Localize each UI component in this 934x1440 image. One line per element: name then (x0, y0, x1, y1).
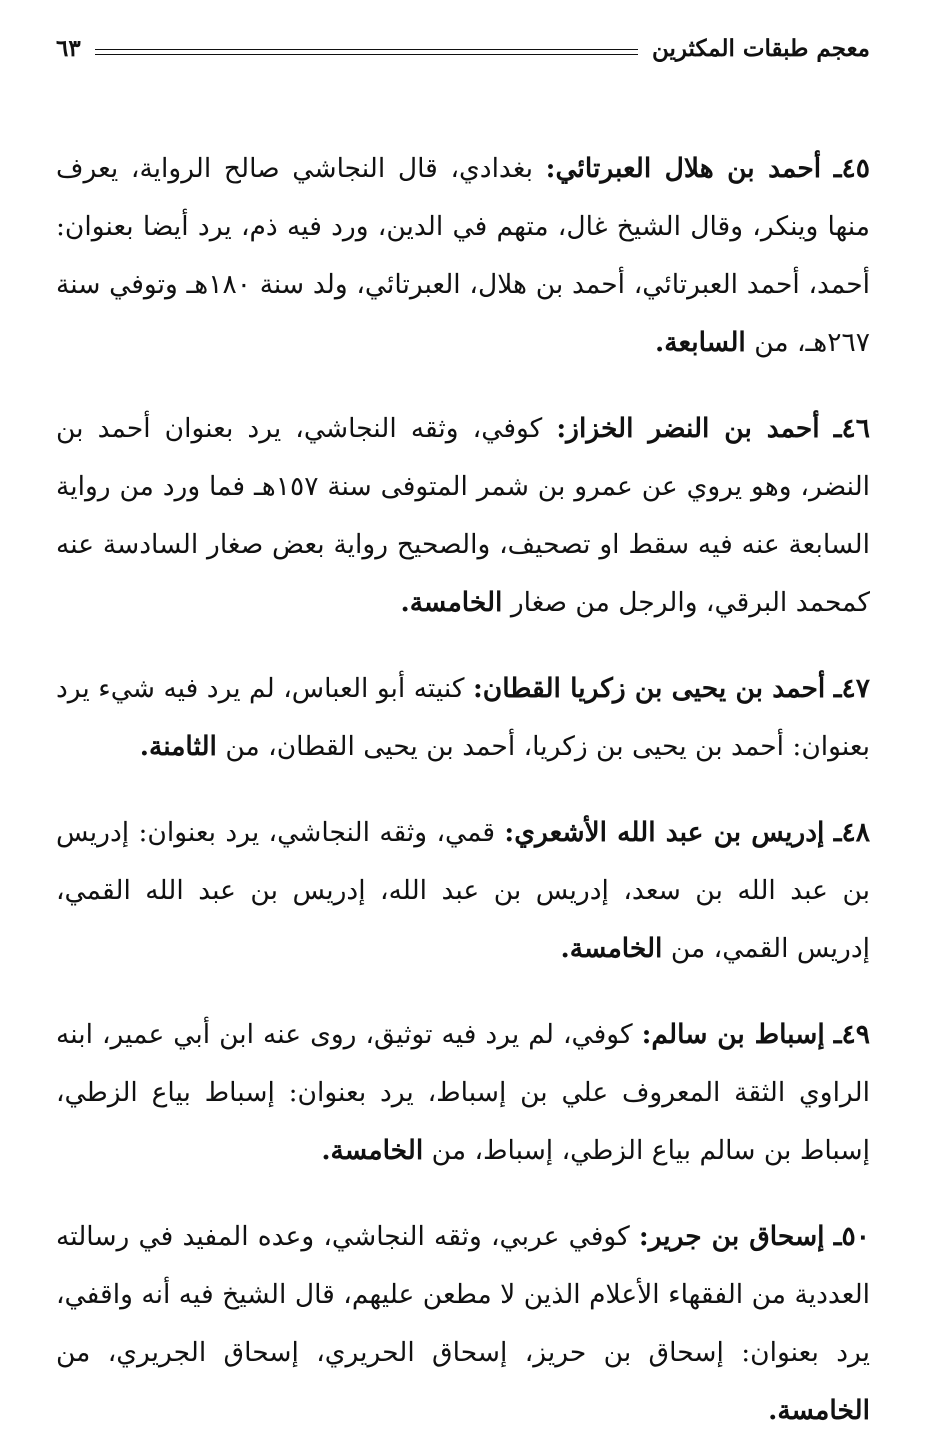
entry-text: قمي، وثقه النجاشي، يرد بعنوان: إدريس بن عبد الله بن سعد، إدريس بن عبد الله، إدريس بن عبد الله القمي، إدريس القمي، من (56, 817, 870, 964)
header-rule (95, 49, 638, 55)
entry-number: ٤٩ـ (833, 1019, 870, 1050)
entries-list (56, 140, 870, 1440)
entry-name: إدريس بن عبد الله الأشعري: (504, 817, 825, 848)
entry-48 (56, 804, 870, 978)
entry-50 (56, 1208, 870, 1440)
entry-number: ٤٧ـ (833, 673, 870, 704)
entry-name: أحمد بن هلال العبرتائي: (545, 153, 822, 184)
entry-tabaqa: الخامسة. (560, 933, 663, 964)
entry-tabaqa: الخامسة. (321, 1135, 424, 1166)
entry-name: أحمد بن النضر الخزاز: (556, 413, 820, 444)
page-number: ٦٣ (56, 34, 81, 62)
entry-text: كوفي، وثقه النجاشي، يرد بعنوان أحمد بن النضر، وهو يروي عن عمرو بن شمر المتوفى سنة ١٥٧هـ فما ورد من رواية السابعة عنه فيه سقط او تصحيف، والصحيح رواية بعض صغار السادسة عنه كمحمد البرقي، والرجل من صغار (56, 413, 870, 618)
entry-tabaqa: الخامسة. (768, 1395, 870, 1426)
entry-text: كنيته أبو العباس، لم يرد فيه شيء يرد بعنوان: أحمد بن يحيى بن زكريا، أحمد بن يحيى القطان، من (56, 673, 870, 762)
entry-number: ٤٦ـ (833, 413, 870, 444)
entry-49 (56, 1006, 870, 1180)
entry-tabaqa: الثامنة. (139, 731, 217, 762)
entry-46 (56, 400, 870, 632)
running-title: معجم طبقات المكثرين (651, 34, 870, 62)
entry-name: إسباط بن سالم: (641, 1019, 825, 1050)
entry-number: ٥٠ـ (833, 1221, 870, 1252)
entry-name: إسحاق بن جرير: (638, 1221, 825, 1252)
entry-name: أحمد بن يحيى بن زكريا القطان: (472, 673, 826, 704)
entry-tabaqa: الخامسة. (400, 587, 503, 618)
entry-47 (56, 660, 870, 776)
entry-tabaqa: السابعة. (655, 327, 746, 358)
running-header (56, 30, 870, 66)
entry-number: ٤٨ـ (833, 817, 870, 848)
entry-45 (56, 140, 870, 372)
entry-number: ٤٥ـ (833, 153, 870, 184)
entry-text: كوفي، لم يرد فيه توثيق، روى عنه ابن أبي عمير، ابنه الراوي الثقة المعروف علي بن إسباط، يرد بعنوان: إسباط بياع الزطي، إسباط بن سالم بياع الزطي، إسباط، من (56, 1019, 870, 1166)
entry-text: بغدادي، قال النجاشي صالح الرواية، يعرف منها وينكر، وقال الشيخ غال، متهم في الدين، ورد فيه ذم، يرد أيضا بعنوان: أحمد، أحمد العبرتائي، أحمد بن هلال، العبرتائي، ولد سنة ١٨٠هـ وتوفي سنة ٢٦٧هـ، من (56, 153, 870, 358)
entry-text: كوفي عربي، وثقه النجاشي، وعده المفيد في رسالته العددية من الفقهاء الأعلام الذين لا مطعن عليهم، قال الشيخ فيه أنه واقفي، يرد بعنوان: إسحاق بن حريز، إسحاق الحريري، إسحاق الجريري، من (56, 1221, 870, 1368)
